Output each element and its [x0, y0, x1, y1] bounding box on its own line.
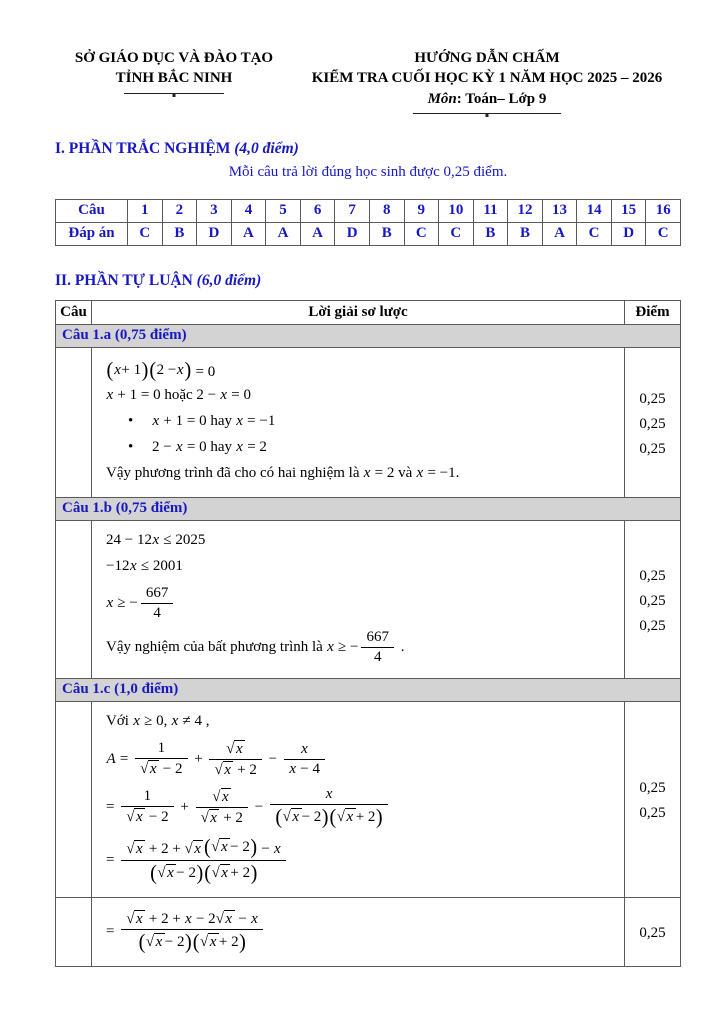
- square-root: √ x: [201, 809, 220, 827]
- fraction: $\frac{1}{√ x - 2}$: [135, 740, 187, 778]
- math-variable: x: [292, 809, 300, 826]
- answer-letter-cell: C: [439, 222, 474, 245]
- score-value: 0,25: [639, 440, 666, 457]
- answer-letter-cell: A: [231, 222, 266, 245]
- math-variable: x: [155, 934, 163, 951]
- fraction: $\frac{667}{4}$: [141, 585, 174, 622]
- math-variable: x: [135, 840, 143, 857]
- solution-row: [56, 520, 681, 678]
- subject-line: [293, 89, 681, 109]
- paren-group: ( √ x + 2 ): [192, 930, 246, 954]
- solution-line: = $\frac{1}{√ x - 2}$ + $\frac{√ x}{√ x + 2}$ − x ( √ x − 2 ) ( √ x + 2 ): [106, 785, 618, 830]
- fraction: $\frac{1}{√ x - 2}$: [121, 788, 173, 826]
- question-number-cell: 3: [197, 199, 232, 222]
- subject-value: : Toán– Lớp 9: [456, 90, 547, 107]
- score-cell: [625, 897, 681, 966]
- solution-line: • x + 1 = 0 hay x = −1: [106, 413, 618, 434]
- score-cell: [625, 520, 681, 678]
- question-number-cell: 12: [508, 199, 543, 222]
- answer-letter-cell: D: [335, 222, 370, 245]
- part-banner: Câu 1.c (1,0 điểm): [56, 678, 681, 701]
- question-number-cell: 9: [404, 199, 439, 222]
- score-value: 0,25: [639, 780, 666, 797]
- question-id-cell: [56, 520, 92, 678]
- doc-header: [55, 48, 681, 114]
- math-variable: x: [222, 788, 229, 805]
- math-variable: x: [129, 557, 137, 574]
- solution-line: Với x ≥ 0, x ≠ 4 ,: [106, 712, 210, 729]
- math-variable: x: [327, 638, 334, 655]
- math-variable: x: [221, 865, 228, 882]
- question-number-cell: 2: [162, 199, 197, 222]
- solution-row: [56, 347, 681, 497]
- question-number-cell: 16: [646, 199, 681, 222]
- fraction: [270, 786, 388, 829]
- answer-letter-cell: C: [646, 222, 681, 245]
- answer-letter-cell: B: [473, 222, 508, 245]
- paren-group: ( √ x − 2 ): [203, 835, 258, 859]
- math-variable: x: [301, 740, 308, 757]
- header-right-divider: [413, 113, 561, 114]
- answer-letter-cell: C: [128, 222, 163, 245]
- paren-group: ( √ x − 2 ): [150, 861, 204, 885]
- section2-title-points: (6,0 điểm): [196, 271, 262, 289]
- math-variable: x: [167, 865, 174, 882]
- answer-key-row-label: Đáp án: [56, 222, 128, 245]
- fraction: $\frac{667}{4}$: [361, 629, 394, 666]
- solution-line: Vậy phương trình đã cho có hai nghiệm là x = 2 và x = −1.: [106, 464, 460, 481]
- section1-note: Mỗi câu trả lời đúng học sinh được 0,25 điểm.: [228, 163, 508, 180]
- math-variable: x: [224, 761, 231, 778]
- solution-content-cell: [92, 701, 625, 897]
- solution-row: [56, 701, 681, 897]
- square-root: √ x: [214, 761, 233, 779]
- square-root: √ x: [126, 840, 145, 858]
- part-banner-row: [56, 497, 681, 520]
- score-value: 0,25: [639, 617, 666, 634]
- math-variable: x: [225, 910, 233, 927]
- question-number-cell: 4: [231, 199, 266, 222]
- math-variable: x: [210, 809, 217, 826]
- question-number-cell: 14: [577, 199, 612, 222]
- math-variable: x: [194, 840, 201, 857]
- math-variable: x: [209, 934, 217, 951]
- square-root: √ x: [216, 910, 235, 928]
- fraction: $\frac{x}{x - 4}$: [284, 741, 325, 778]
- question-id-cell: [56, 347, 92, 497]
- department-line: SỞ GIÁO DỤC VÀ ĐÀO TẠO: [74, 50, 274, 66]
- math-variable: x: [106, 594, 114, 611]
- math-variable: x: [149, 761, 157, 778]
- province-line: TỈNH BẮC NINH: [115, 70, 233, 87]
- solution-line: −12x ≤ 2001: [106, 557, 183, 574]
- math-variable: x: [325, 785, 333, 802]
- answer-letter-cell: A: [266, 222, 301, 245]
- section1-title: [55, 140, 681, 158]
- fraction: $\frac{√ x}{√ x + 2}$: [209, 740, 261, 779]
- answer-letter-cell: C: [577, 222, 612, 245]
- math-variable: x: [175, 438, 183, 455]
- math-variable: x: [220, 386, 228, 403]
- section2-title-text: II. PHẦN TỰ LUẬN: [55, 271, 197, 289]
- answer-key-row-label: Câu: [56, 199, 128, 222]
- paren-group: ( √ x + 2 ): [329, 805, 383, 829]
- score-value: 0,25: [639, 592, 666, 609]
- math-variable: x: [251, 910, 258, 927]
- question-number-cell: 10: [439, 199, 474, 222]
- section1-title-points: (4,0 điểm): [234, 139, 299, 157]
- score-stack: [625, 776, 680, 826]
- answer-letter-cell: B: [508, 222, 543, 245]
- math-variable: x: [235, 740, 243, 757]
- paren-group: ( √ x − 2 ): [138, 930, 192, 954]
- score-stack: [625, 921, 680, 946]
- doc-title-line1: HƯỚNG DẪN CHẤM: [414, 50, 560, 66]
- square-root: √ x: [283, 808, 302, 826]
- solution-line: = √ x + 2 + √ x ( √ x − 2 ) − x ( √ x − 2 ) ( √ x + 2 ): [106, 835, 618, 886]
- solution-line: Vậy nghiệm của bất phương trình là x ≥ − $\frac{667}{4}$ .: [106, 628, 405, 665]
- solution-content-cell: [92, 520, 625, 678]
- solution-header-row: [56, 300, 681, 324]
- math-variable: x: [135, 910, 143, 927]
- question-number-cell: 11: [473, 199, 508, 222]
- math-variable: x: [416, 464, 424, 481]
- question-number-cell: 8: [369, 199, 404, 222]
- header-left: [55, 48, 293, 114]
- solution-line: A = $\frac{1}{√ x - 2}$ + $\frac{√ x}{√ x + 2}$ − $\frac{x}{x - 4}$: [106, 739, 618, 780]
- score-value: 0,25: [639, 567, 666, 584]
- paren-group: ( x + 1 ): [106, 358, 149, 382]
- score-cell: [625, 347, 681, 497]
- math-variable: x: [289, 760, 296, 777]
- score-stack: [625, 564, 680, 639]
- square-root: √ x: [212, 788, 231, 806]
- solution-content-cell: [92, 347, 625, 497]
- answer-letter-cell: D: [197, 222, 232, 245]
- math-variable: x: [363, 464, 371, 481]
- math-variable: x: [236, 412, 243, 429]
- math-variable: A: [106, 750, 116, 767]
- square-root: √ x: [211, 864, 230, 882]
- answer-letter-cell: B: [369, 222, 404, 245]
- answer-letter-cell: C: [404, 222, 439, 245]
- answer-letter-cell: A: [300, 222, 335, 245]
- square-root: √ x: [126, 910, 145, 928]
- answer-key-numbers-row: [56, 199, 681, 222]
- fraction: √ x + 2 + √ x ( √ x − 2 ) − x ( √ x − 2 ) ( √ x + 2 ): [121, 836, 286, 885]
- math-variable: x: [135, 809, 143, 826]
- math-variable: x: [346, 809, 354, 826]
- solution-line: x ≥ − $\frac{667}{4}$: [106, 584, 618, 623]
- math-variable: x: [114, 361, 121, 378]
- score-value: 0,25: [639, 925, 666, 942]
- fraction: $\frac{√ x}{√ x + 2}$: [196, 788, 248, 827]
- header-right: [293, 48, 681, 114]
- section1-title-text: I. PHẦN TRẮC NGHIỆM: [55, 139, 235, 157]
- doc-title-line2: KIỂM TRA CUỐI HỌC KỲ 1 NĂM HỌC 2025 – 2026: [311, 70, 663, 87]
- solution-line: ( x + 1 ) ( 2 − x ) = 0: [106, 358, 216, 382]
- math-variable: x: [185, 910, 192, 927]
- paren-group: ( √ x − 2 ): [275, 805, 329, 829]
- answer-letter-cell: A: [542, 222, 577, 245]
- score-value: 0,25: [639, 805, 666, 822]
- math-variable: x: [152, 412, 160, 429]
- math-variable: x: [133, 712, 140, 729]
- math-variable: x: [220, 839, 228, 856]
- header-left-divider: [124, 93, 224, 94]
- paren-group: ( √ x + 2 ): [204, 861, 258, 885]
- answer-key-table: [55, 199, 681, 246]
- square-root: √ x: [226, 740, 245, 758]
- math-variable: x: [236, 438, 243, 455]
- column-header-cau: Câu: [56, 300, 92, 324]
- math-variable: x: [171, 712, 179, 729]
- square-root: √ x: [200, 933, 219, 951]
- square-root: √ x: [126, 808, 145, 826]
- math-variable: x: [152, 531, 160, 548]
- score-value: 0,25: [639, 390, 666, 407]
- answer-key-answers-row: [56, 222, 681, 245]
- math-variable: x: [106, 386, 114, 403]
- math-variable: x: [176, 361, 184, 378]
- question-number-cell: 6: [300, 199, 335, 222]
- section2-title: [55, 272, 681, 290]
- column-header-diem: Điểm: [625, 300, 681, 324]
- part-banner-row: [56, 678, 681, 701]
- square-root: √ x: [157, 864, 176, 882]
- square-root: √ x: [211, 838, 230, 856]
- solution-table: [55, 300, 681, 967]
- part-banner: Câu 1.b (0,75 điểm): [56, 497, 681, 520]
- question-number-cell: 15: [611, 199, 646, 222]
- solution-line: 24 − 12x ≤ 2025: [106, 531, 206, 548]
- math-variable: x: [274, 840, 281, 857]
- question-id-cell: [56, 701, 92, 897]
- solution-line: x + 1 = 0 hoặc 2 − x = 0: [106, 386, 252, 403]
- solution-table-body: [56, 300, 681, 966]
- question-number-cell: 13: [542, 199, 577, 222]
- score-stack: [625, 387, 680, 462]
- solution-row: [56, 897, 681, 966]
- part-banner: Câu 1.a (0,75 điểm): [56, 324, 681, 347]
- score-cell: [625, 701, 681, 897]
- column-header-loigiai: Lời giải sơ lược: [92, 300, 625, 324]
- answer-letter-cell: B: [162, 222, 197, 245]
- question-number-cell: 5: [266, 199, 301, 222]
- fraction: √ x + 2 + x − 2√ x − x ( √ x − 2 ) ( √ x + 2 ): [121, 910, 263, 954]
- question-number-cell: 1: [128, 199, 163, 222]
- square-root: √ x: [185, 840, 204, 858]
- solution-line: • 2 − x = 0 hay x = 2: [106, 439, 618, 460]
- square-root: √ x: [140, 760, 159, 778]
- subject-label: Môn: [427, 90, 457, 107]
- score-value: 0,25: [639, 415, 666, 432]
- solution-line: = √ x + 2 + x − 2√ x − x ( √ x − 2 ) ( √ x + 2 ): [106, 909, 618, 955]
- part-banner-row: [56, 324, 681, 347]
- paren-group: ( 2 − x ): [149, 358, 192, 382]
- question-id-cell: [56, 897, 92, 966]
- answer-letter-cell: D: [611, 222, 646, 245]
- question-number-cell: 7: [335, 199, 370, 222]
- square-root: √ x: [146, 933, 165, 951]
- solution-content-cell: [92, 897, 625, 966]
- square-root: √ x: [337, 808, 356, 826]
